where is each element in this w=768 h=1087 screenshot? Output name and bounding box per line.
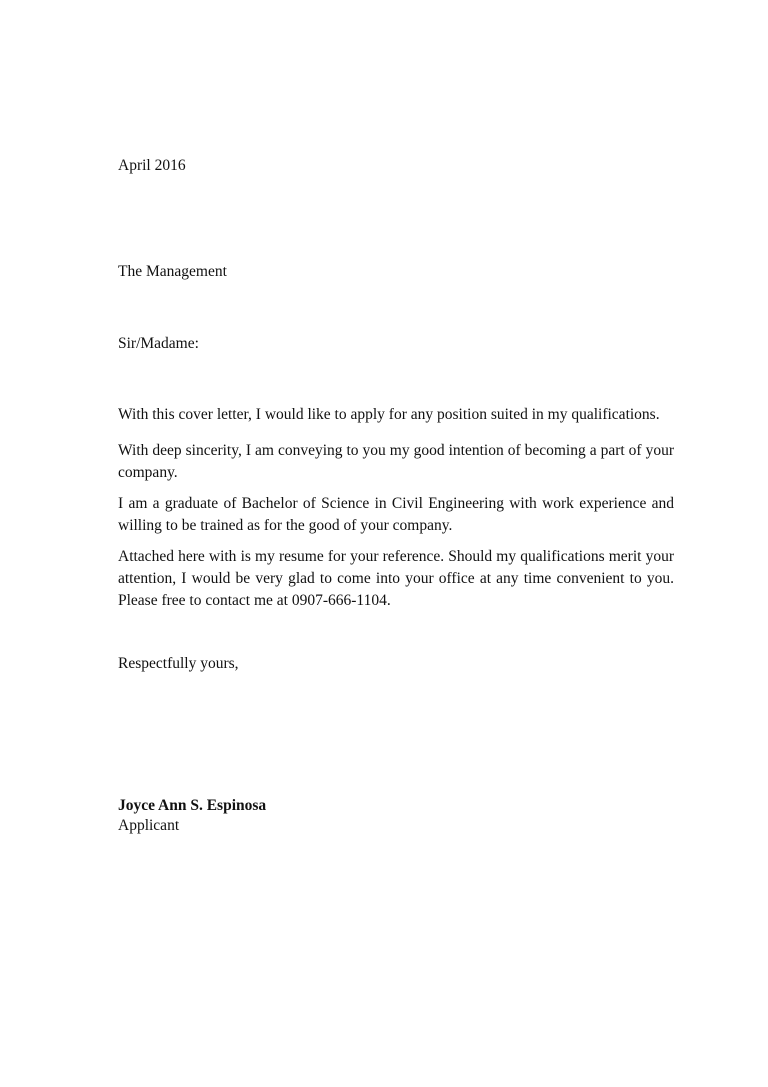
body-paragraph-3: I am a graduate of Bachelor of Science in Civil Engineering with work experience and willing to be trained as for the good of your company. (118, 495, 674, 534)
signatory-title: Applicant (118, 817, 180, 834)
body-paragraph-1: With this cover letter, I would like to apply for any position suited in my qualifications. (118, 406, 660, 423)
body-paragraph-4: Attached here with is my resume for your reference. Should my qualifications merit your attention, I would be very glad to come into your office at any time convenient to you. Please free to contact me at 0907-666-1104. (118, 548, 674, 609)
closing: Respectfully yours, (118, 655, 239, 672)
body-paragraph-2: With deep sincerity, I am conveying to you my good intention of becoming a part of your company. (118, 442, 674, 481)
recipient: The Management (118, 263, 227, 280)
salutation: Sir/Madame: (118, 335, 199, 352)
signatory-name: Joyce Ann S. Espinosa (118, 797, 267, 814)
letter-date: April 2016 (118, 157, 186, 174)
